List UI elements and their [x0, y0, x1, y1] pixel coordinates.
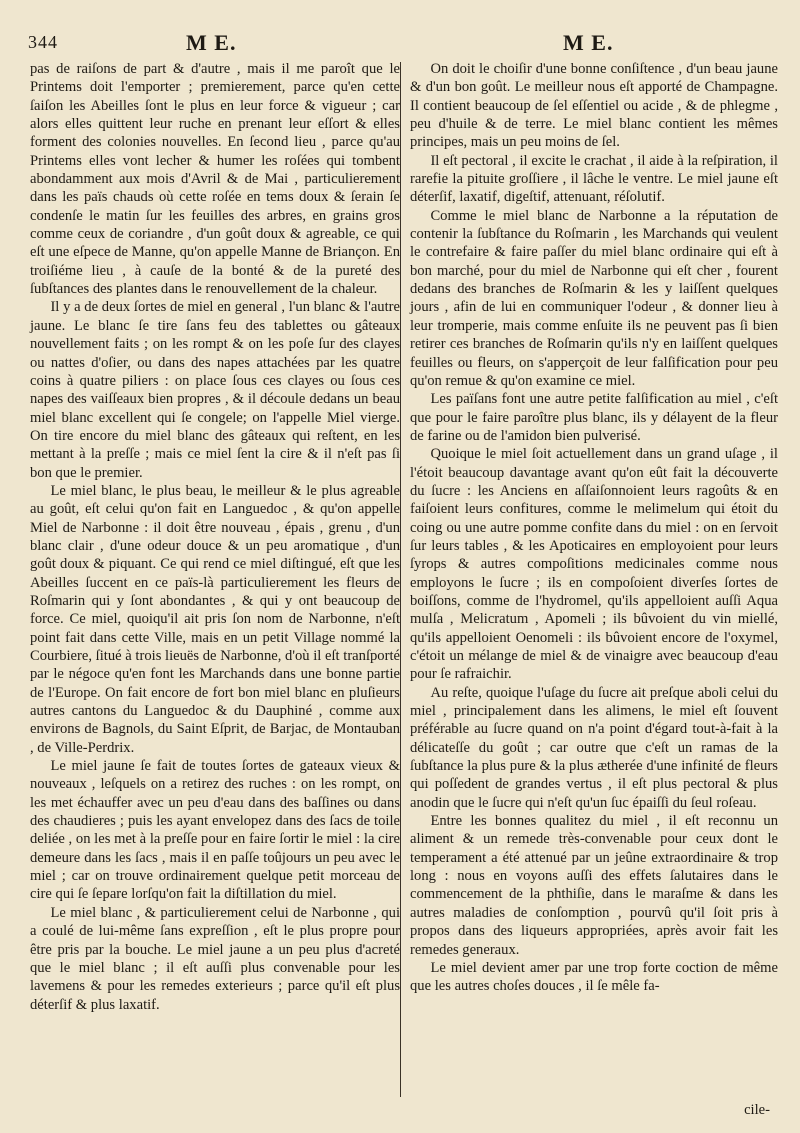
paragraph: Quoique le miel ſoit actuellement dans un grand uſage , il l'étoit beaucoup davantage avant qu'on eût fait la découverte du ſucre : les Anciens en aſſaiſonnoient leurs ragoûts & en faiſoient leurs confitures, comme le melimelum qui étoit du coing ou une autre pomme confite dans du miel : on en ſervoit ſur leurs tables , & les Apoticaires en employoient pour leurs ſyrops & autres compoſitions medicinales comme nous employons le ſucre ; ils en compoſoient diverſes ſortes de boiſſons, comme de l'hydromel, qu'ils appelloient auſſi Aqua mulſa , Melicratum , Apomeli ; ils bûvoient du vin miellé, qu'ils appelloient Oenomeli : ils bûvoient encore de l'oxymel, c'étoit un mélange de miel & de vinaigre avec beaucoup d'eau pour ſe rafraichir. — [410, 446, 778, 683]
page-number: 344 — [28, 32, 58, 52]
paragraph: Comme le miel blanc de Narbonne a la réputation de contenir la ſubſtance du Roſmarin , les Marchands qui veulent le contrefaire & faire paſſer du miel blanc ordinaire qui eſt à bon marché, pour du miel de Narbonne qui eſt cher , fourent dedans des branches de Roſmarin & les y laiſſent quelques jours , afin de lui en communiquer l'odeur , & donner lieu à leur tromperie, mais comme enſuite ils ne peuvent pas ſi bien retirer ces branches de Roſmarin qu'ils n'y en laiſſent quelques feuilles ou fleurs, on s'apperçoit de leur falſification pour peu qu'on remue & qu'on examine ce miel. — [410, 207, 778, 389]
paragraph: Il y a de deux ſortes de miel en general , l'un blanc & l'autre jaune. Le blanc ſe tire ſans feu des tablettes ou gâteaux nouvellement faits ; on les rompt & on les poſe ſur des clayes ou nattes d'oſier, ou dans des napes attachées par les quatre coins à quatre piliers : on place ſous ces clayes ou ſous ces napes des vaiſſeaux bien propres , & il découle dedans un beau miel blanc excellent qui ſe congele; on l'appelle Miel vierge. On tire encore du miel blanc des gâteaux qui reſtent, en les mettant à la preſſe ; mais ce miel ſent la cire & il n'eſt pas ſi bon que le premier. — [30, 299, 400, 481]
paragraph: Il eſt pectoral , il excite le crachat , il aide à la reſpiration, il rarefie la pituite groſſiere , il lâche le ventre. Le miel jaune eſt déterſif, laxatif, digeſtif, attenuant, réſolutif. — [410, 152, 778, 206]
paragraph: Le miel blanc , & particulierement celui de Narbonne , qui a coulé de lui-même ſans expreſſion , eſt le plus propre pour être pris par la bouche. Le miel jaune a un peu plus d'acreté que le miel blanc ; il eſt auſſi plus convenable pour les lavemens & pour les remedes exterieurs ; parce qu'il eſt plus déterſif & plus laxatif. — [30, 904, 400, 1013]
paragraph: pas de raiſons de part & d'autre , mais il me paroît que le Printems doit l'emporter ; premierement, parce qu'en cette ſaiſon les Abeilles ſont le plus en leur force & vigueur ; car alors elles quittent leur ruche en prenant leur eſſort & elles forment des colonies nouvelles. En ſecond lieu , parce qu'au Printems elles vont lecher & humer les roſées qui tombent abondamment aux mois d'Avril & de Mai , particulierement dans les païs chauds où cette roſée en tems doux & ſerain ſe condenſe le matin ſur les feuilles des arbres, en grains gros comme ceux de coriandre , d'un goût doux & agreable, ce qui eſt une eſpece de Manne, qu'on appelle Manne de Briançon. En troiſiéme lieu , à cauſe de la bonté & de la pureté des ſubſtances des plantes dans le renouvellement de la chaleur. — [30, 61, 400, 298]
running-head-left: M E. — [186, 30, 237, 55]
paragraph: Le miel jaune ſe fait de toutes ſortes de gateaux vieux & nouveaux , leſquels on a retirez des ruches : on les rompt, on les met échauffer avec un peu d'eau dans des baſſines ou dans des chaudieres ; puis les ayant envelopez dans des ſacs de toile deliée , on les met à la preſſe pour en faire ſortir le miel : la cire demeure dans les ſacs , mais il en paſſe toûjours un peu avec le miel ; car on trouve ordinairement quelque petit morceau de cire qui ſe ſepare lorſqu'on fait la diſtillation du miel. — [30, 758, 400, 903]
column-divider — [400, 62, 401, 1097]
paragraph: Les païſans font une autre petite falſification au miel , c'eſt que pour le faire paroître plus blanc, ils y délayent de la fleur de farine ou de l'amidon bien pulverisé. — [410, 391, 778, 444]
paragraph: Entre les bonnes qualitez du miel , il eſt reconnu un aliment & un remede très-convenable pour ceux dont le temperament a été attenué par un jeûne extraordinaire & trop long : nous en voyons auſſi des effets ſalutaires dans le commencement de la phthiſie, dans le maraſme & dans les autres maladies de conſomption , pourvû qu'il ſoit pris à propos dans des liqueurs appropriées, après avoir fait les remedes generaux. — [410, 813, 778, 958]
right-column — [410, 60, 778, 996]
page-header — [28, 30, 774, 60]
paragraph: On doit le choiſir d'une bonne conſiſtence , d'un beau jaune & d'un bon goût. Le meilleur nous eſt apporté de Champagne. Il contient beaucoup de ſel eſſentiel ou acide , & de phlegme , peu d'huile & de terre. Le miel blanc contient les mêmes principes, mais un peu moins de ſel. — [410, 61, 778, 151]
paragraph: Au reſte, quoique l'uſage du ſucre ait preſque aboli celui du miel , principalement dans les alimens, le miel eſt ſouvent préférable au ſucre quand on n'a point d'égard tout-à-fait à la délicateſſe du goût ; car outre que c'eſt un ramas de la ſubſtance la plus pure & la plus ætherée d'une infinité de fleurs qui poſſedent de grandes vertus , il eſt plus pectoral & plus anodin que le ſucre qui n'eſt qu'un ſuc épaiſſi du ſeul roſeau. — [410, 684, 778, 811]
left-column — [30, 60, 400, 1014]
paragraph: Le miel blanc, le plus beau, le meilleur & le plus agreable au goût, eſt celui qu'on fait en Languedoc , & qu'on appelle Miel de Narbonne : il doit être nouveau , épais , grenu , d'un blanc clair , d'une odeur douce & un peu aromatique , d'un goût doux & piquant. Ce qui rend ce miel diſtingué, eſt que les Abeilles ſuccent en ce païs-là particulierement les fleurs de Roſmarin qui y ſont abondantes , & qui y ont beaucoup de force. Ce miel, quoiqu'il ait pris ſon nom de Narbonne, n'eſt point fait dans cette Ville, mais en un petit Village nommé la Courbiere, ſitué à trois lieuës de Narbonne, d'où il eſt tranſporté par le négoce qu'en font les Marchands dans une bonne partie de l'Europe. On fait encore de fort bon miel blanc en pluſieurs autres cantons du Languedoc & du Dauphiné , comme aux environs de Bagnols, du Saint Eſprit, de Barjac, de Montauban , de Ville-Perdrix. — [30, 482, 400, 756]
paragraph: Le miel devient amer par une trop forte coction de même que les autres choſes douces , il ſe mêle fa- — [410, 959, 778, 995]
running-head-right: M E. — [563, 30, 614, 55]
catchword: cile- — [744, 1102, 770, 1118]
